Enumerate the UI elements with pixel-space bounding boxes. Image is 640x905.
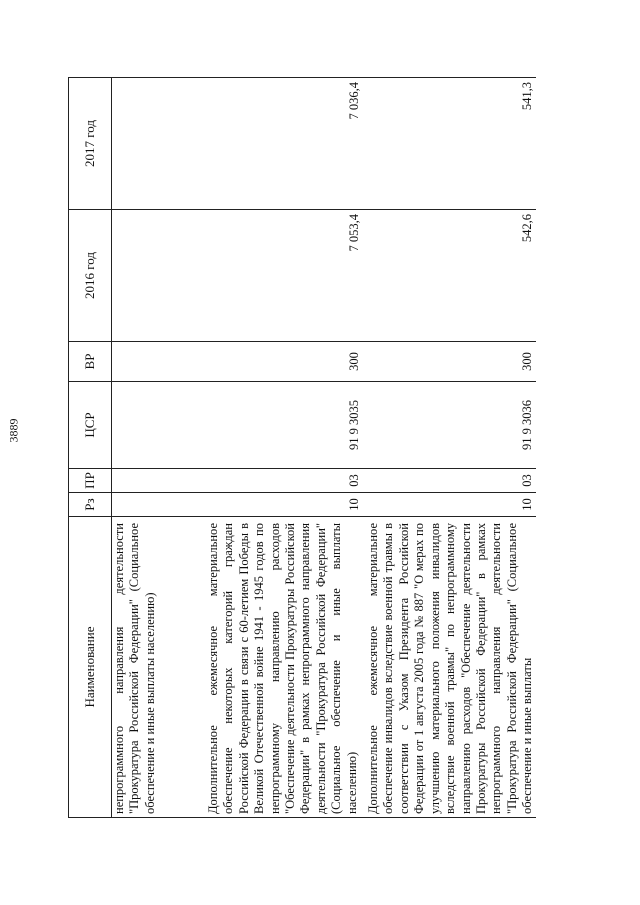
header-2016: 2016 год <box>69 210 112 342</box>
table-header <box>69 78 112 818</box>
row-vr: 300 <box>365 342 535 382</box>
row-csr <box>112 382 206 469</box>
budget-table <box>68 77 536 818</box>
row-2016: 542,6 <box>365 210 535 342</box>
table-row <box>112 78 206 818</box>
row-2017: 7 036,4 <box>205 78 365 210</box>
header-rz: Рз <box>69 493 112 517</box>
row-2017 <box>112 78 206 210</box>
rotated-table-region <box>68 58 603 818</box>
row-rz <box>112 493 206 517</box>
row-2016 <box>112 210 206 342</box>
header-csr: ЦСР <box>69 382 112 469</box>
table-row <box>205 78 365 818</box>
header-name: Наименование <box>69 517 112 818</box>
row-vr: 300 <box>205 342 365 382</box>
row-name: Дополнительное ежемесячное материальное обеспечение некоторых категорий граждан Российской Федерации в связи с 60-летием Победы в Великой Отечественной войне 1941 - 1945 годов по непрограммному направлению расходов "Обеспечение деятельности Прокуратуры Российской Федерации" в рамках непрограммного направления деятельности "Прокуратура Российской Федерации" (Социальное обеспечение и иные выплаты населению) <box>205 517 365 818</box>
row-name: непрограммного направления деятельности "Прокуратура Российской Федерации" (Социальное обеспечение и иные выплаты населению) <box>112 517 206 818</box>
row-2016: 7 053,4 <box>205 210 365 342</box>
header-pr: ПР <box>69 469 112 493</box>
header-2017: 2017 год <box>69 78 112 210</box>
header-vr: ВР <box>69 342 112 382</box>
row-rz: 10 <box>365 493 535 517</box>
row-2017: 541,3 <box>365 78 535 210</box>
row-csr: 91 9 3036 <box>365 382 535 469</box>
row-name: Дополнительное ежемесячное материальное обеспечение инвалидов вследствие военной травмы в соответствии с Указом Президента Российской Федерации от 1 августа 2005 года № 887 "О мерах по улучшению материального положения инвалидов вследствие военной травмы" по непрограммному направлению расходов "Обеспечение деятельности Прокуратуры Российской Федерации" в рамках непрограммного направления деятельности "Прокуратура Российской Федерации" (Социальное обеспечение и иные выплаты <box>365 517 535 818</box>
row-csr: 91 9 3035 <box>205 382 365 469</box>
table-row <box>365 78 535 818</box>
row-pr: 03 <box>365 469 535 493</box>
row-pr <box>112 469 206 493</box>
row-pr: 03 <box>205 469 365 493</box>
page-number: 3889 <box>6 418 21 442</box>
row-vr <box>112 342 206 382</box>
row-rz: 10 <box>205 493 365 517</box>
